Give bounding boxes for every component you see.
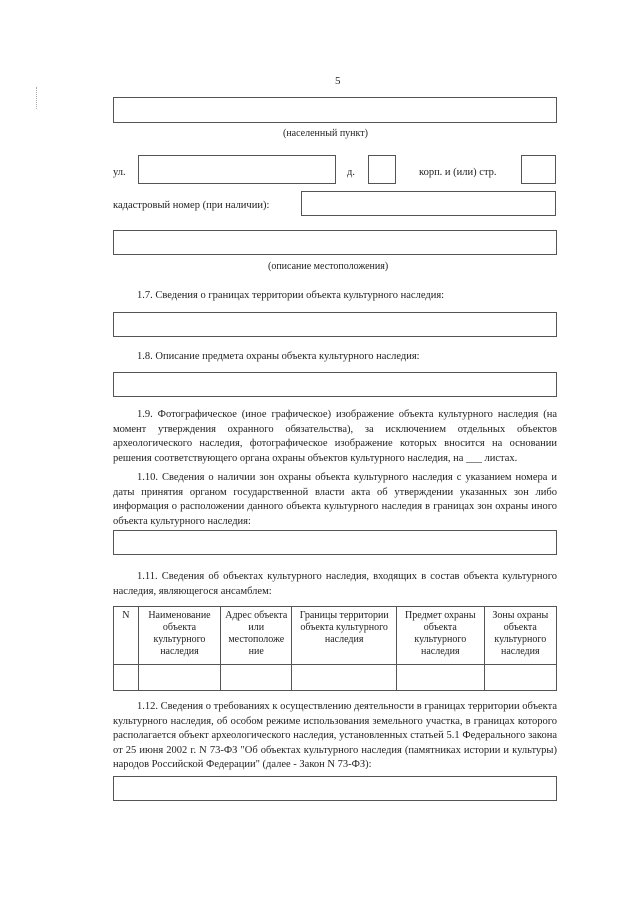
section-1-12-text: 1.12. Сведения о требованиях к осуществлению деятельности в границах территории объекта культурного наследия, об особом режиме использования земельного участка, в границах которого располагается объект археологического наследия, установленных статьей 5.1 Федерального закона от 25 июня 2002 г. N 73-ФЗ "Об объектах культурного наследия (памятниках истории и культуры) народов Российской Федерации" (далее - Закон N 73-ФЗ): [113,701,557,770]
table-cell[interactable] [221,665,292,691]
table-cell[interactable] [484,665,556,691]
page-number: 5 [335,75,341,87]
table-header-cell: Предмет охраны объекта культурного наследия [397,607,485,665]
table-header-cell: Границы территории объекта культурного наследия [292,607,397,665]
locality-caption: (населенный пункт) [283,128,368,139]
table-cell[interactable] [114,665,139,691]
ensemble-table [113,606,557,691]
table-header-cell: Зоны охраны объекта культурного наследия [484,607,556,665]
location-field[interactable] [113,230,557,255]
street-field[interactable] [138,155,336,184]
section-1-10-text: 1.10. Сведения о наличии зон охраны объекта культурного наследия с указанием номера и даты принятия органом государственной власти акта об утверждении указанных зон либо информация о расположении данного объекта культурного наследия в границах зон охраны иного объекта культурного наследия: [113,472,557,527]
building-label: корп. и (или) стр. [419,167,497,178]
house-field[interactable] [368,155,396,184]
section-1-8-heading: 1.8. Описание предмета охраны объекта культурного наследия: [137,351,420,362]
location-caption: (описание местоположения) [268,261,389,272]
section-1-7-heading: 1.7. Сведения о границах территории объекта культурного наследия: [137,290,445,301]
section-1-8-field[interactable] [113,372,557,397]
section-1-7-field[interactable] [113,312,557,337]
table-header-cell: Наименование объекта культурного наследия [138,607,220,665]
margin-mark [36,87,38,109]
table-header-row [114,607,557,665]
section-1-10-field[interactable] [113,530,557,555]
table-header-cell: N [114,607,139,665]
table-cell[interactable] [292,665,397,691]
table-cell[interactable] [138,665,220,691]
section-1-12-field[interactable] [113,776,557,801]
table-cell[interactable] [397,665,485,691]
cadastral-label: кадастровый номер (при наличии): [113,200,270,211]
table-row[interactable] [114,665,557,691]
cadastral-field[interactable] [301,191,556,216]
street-label: ул. [113,167,126,178]
house-label: д. [347,167,355,178]
section-1-11-text: 1.11. Сведения об объектах культурного наследия, входящих в состав объекта культурного наследия, являющегося ансамблем: [113,571,557,597]
table-header-cell: Адрес объекта или местоположе ние [221,607,292,665]
locality-field[interactable] [113,97,557,123]
section-1-9-text: 1.9. Фотографическое (иное графическое) изображение объекта культурного наследия (на момент утверждения охранного обязательства), за исключением отдельных объектов археологического наследия, фотографическое изображение которых вносится на основании решения соответствующего органа охраны объектов культурного наследия, на ___ листах. [113,409,557,464]
building-field[interactable] [521,155,556,184]
